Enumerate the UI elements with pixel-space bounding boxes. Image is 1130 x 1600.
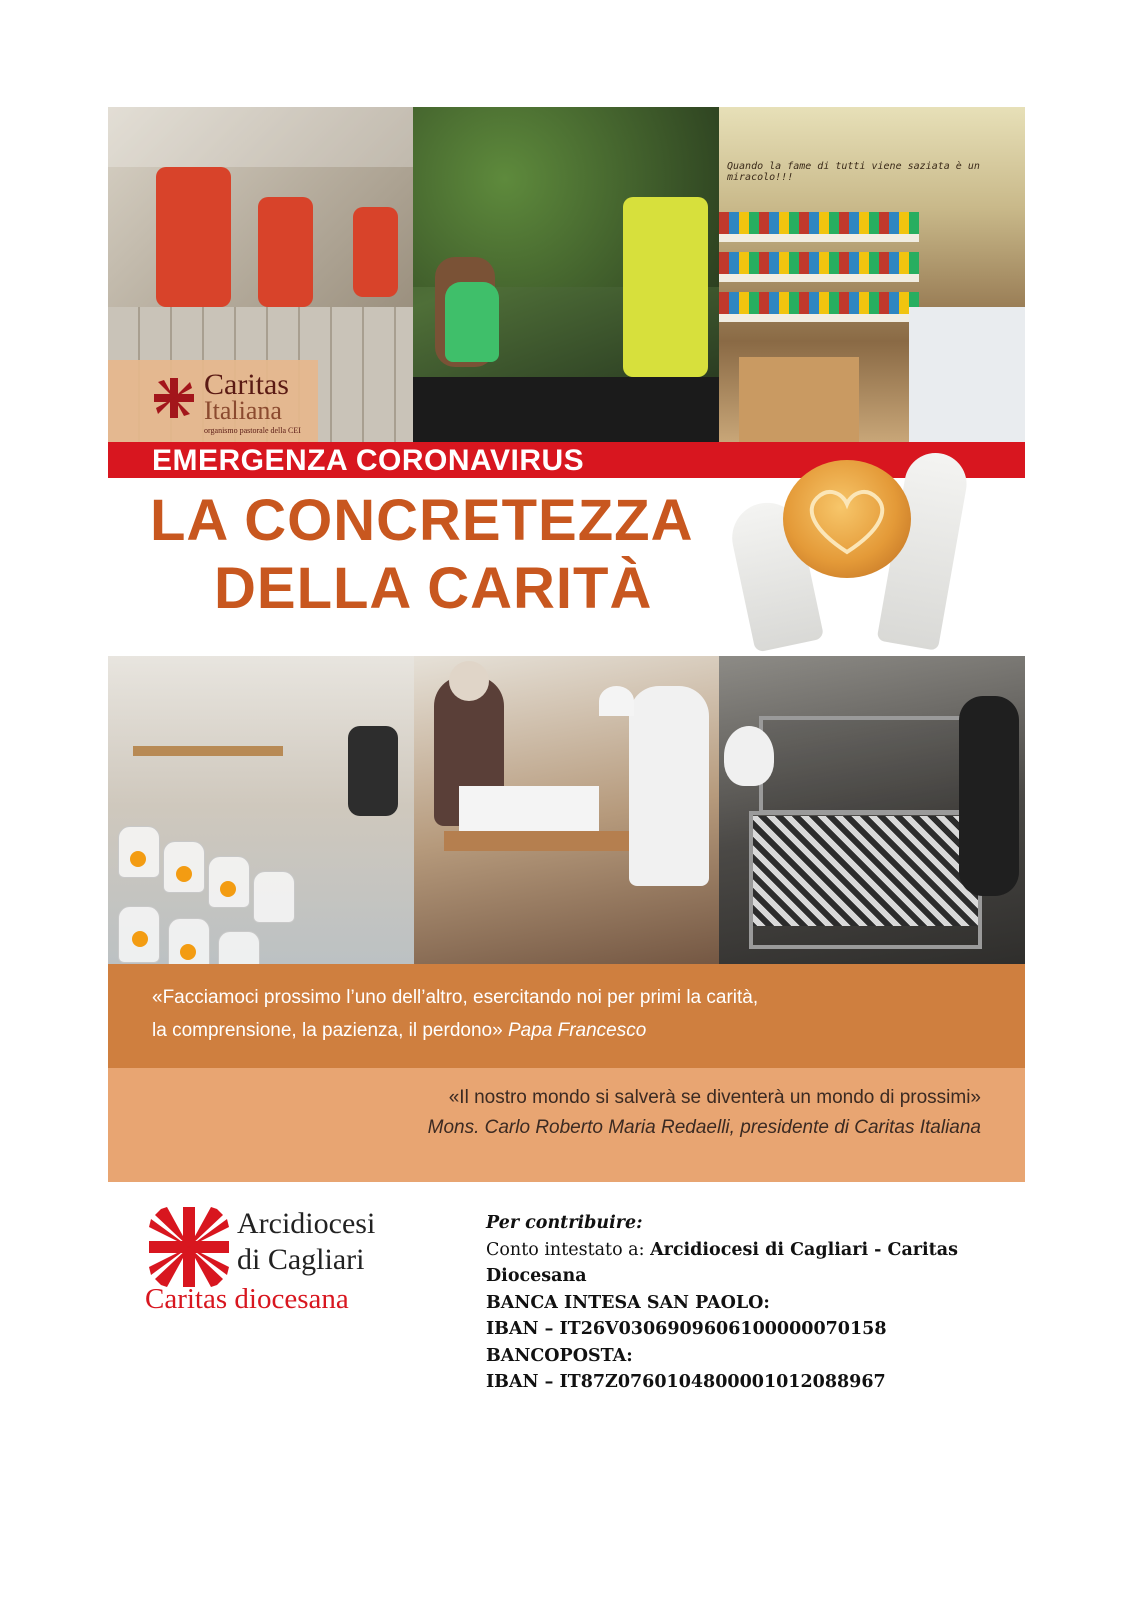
title-line-1: LA CONCRETEZZA [150,488,694,553]
caritas-cross-icon [147,1205,231,1289]
bank-1-name: BANCA INTESA SAN PAOLO: [486,1292,770,1313]
logo-line-2: di Cagliari [237,1243,365,1276]
quote-2-author: Mons. Carlo Roberto Maria Redaelli, presidente di Caritas Italiana [427,1117,981,1138]
bank-2-iban: IBAN – IT87Z0760104800001012088967 [486,1372,886,1392]
photo-solidarity-market: Quando la fame di tutti viene saziata è un miracolo!!! [719,107,1025,442]
account-line [486,1237,1006,1290]
photo-food-parcels [108,656,414,988]
account-holder: Arcidiocesi di Cagliari - Caritas Diocesana [486,1239,958,1286]
caritas-italiana-name-2: Italiana [204,396,282,425]
donation-heading: Per contribuire: [486,1213,643,1233]
quote-1-line-1: «Facciamoci prossimo l’uno dell’altro, esercitando noi per primi la carità, [152,987,759,1008]
title-line-2: DELLA CARITÀ [214,556,653,621]
logo-line-3: Caritas diocesana [145,1283,349,1315]
bank-1-iban: IBAN – IT26V0306909606100000070158 [486,1319,887,1339]
caritas-cross-icon [152,376,196,420]
heart-icon [783,460,911,578]
caritas-italiana-name: Caritas [204,368,289,401]
quote-1-text: la comprensione, la pazienza, il perdono» [152,1020,503,1041]
arcidiocesi-cagliari-logo [145,1205,405,1325]
donation-info [486,1210,1006,1396]
quote-1-line-2 [152,1020,646,1042]
photo-mask-sewing [414,656,719,988]
quote-2-text: «Il nostro mondo si salverà se diventerà un mondo di prossimi» [448,1087,981,1108]
caritas-italiana-logo [108,360,318,442]
poster [108,107,1025,1182]
photo-volunteer-handing-bag [413,107,719,442]
bank-2-name: BANCOPOSTA: [486,1345,633,1366]
logo-line-1: Arcidiocesi [237,1207,376,1240]
bread-image [783,460,911,578]
caritas-italiana-subtitle: organismo pastorale della CEI [204,426,301,435]
account-label: Conto intestato a: [486,1239,651,1260]
quote-1-author: Papa Francesco [507,1020,647,1041]
quote-band-1 [108,964,1025,1068]
headline-text: EMERGENZA CORONAVIRUS [152,444,585,477]
photo-dormitory-beds [719,656,1025,988]
